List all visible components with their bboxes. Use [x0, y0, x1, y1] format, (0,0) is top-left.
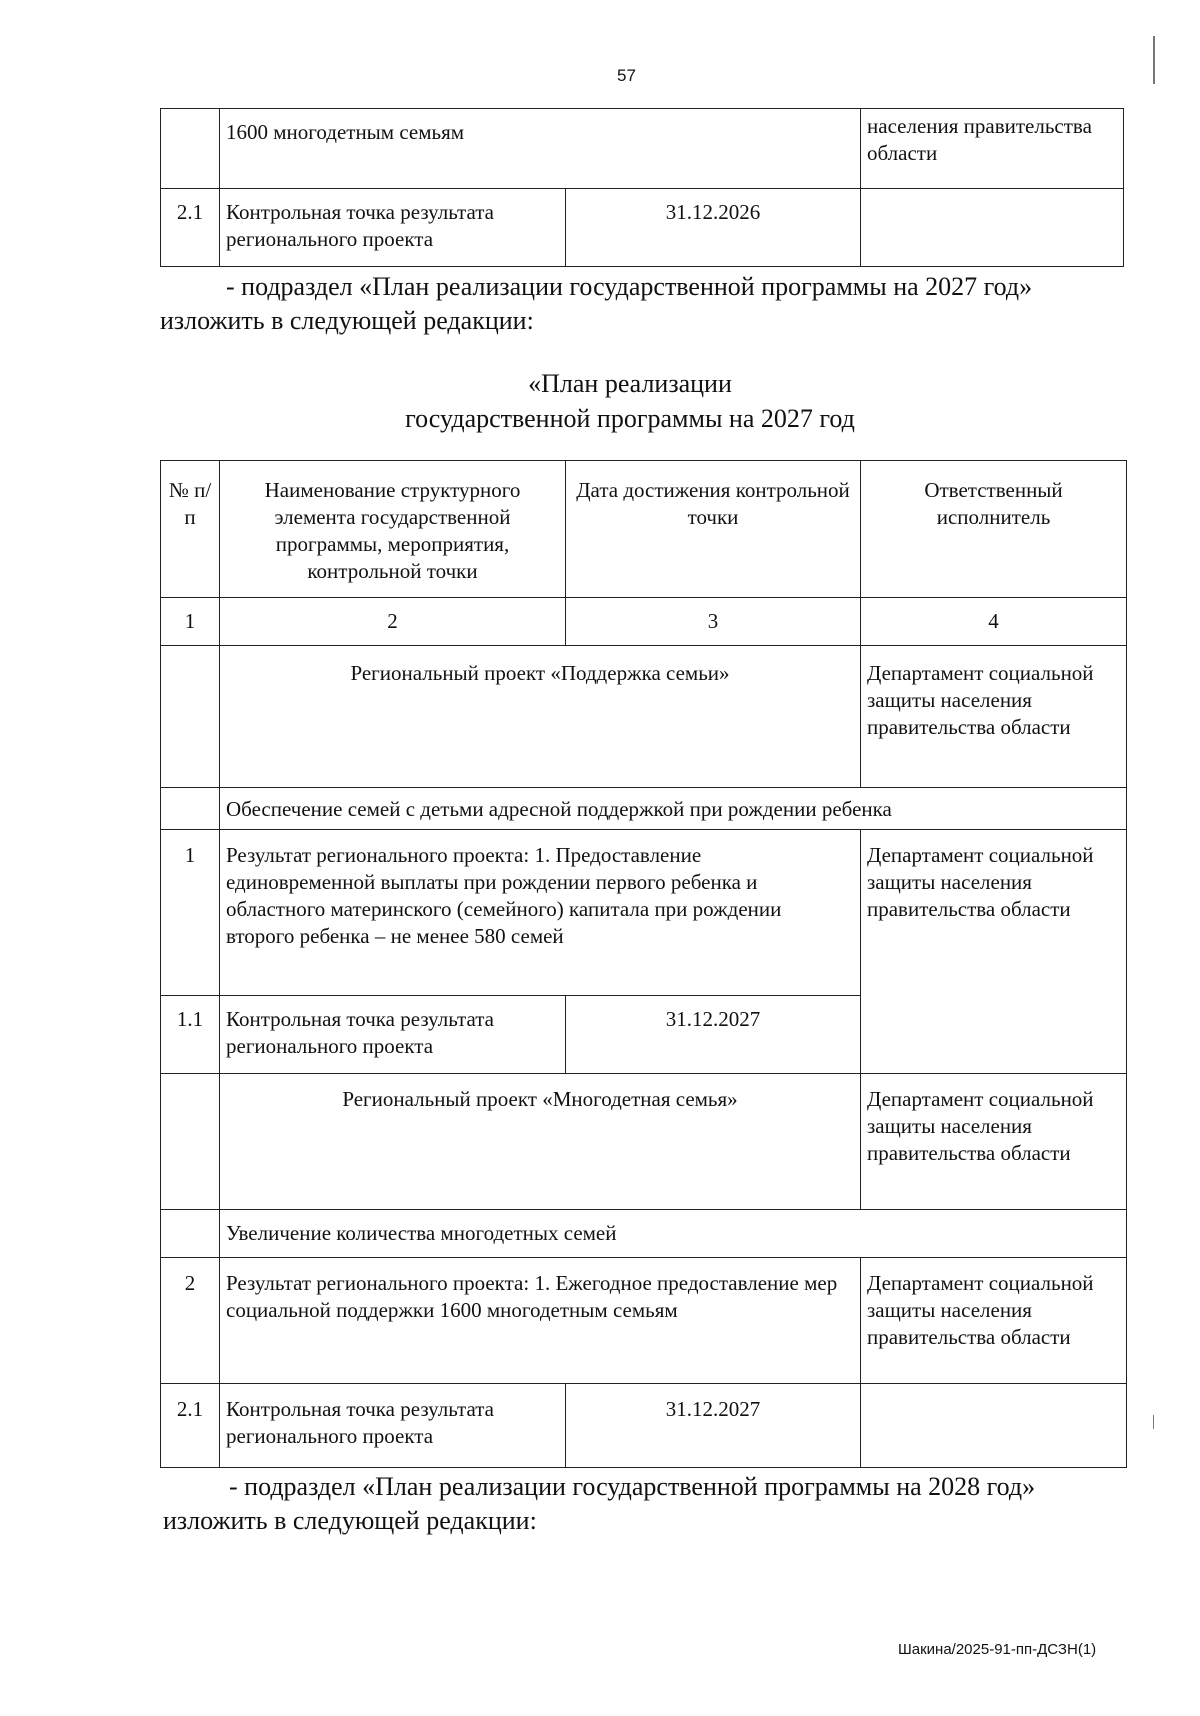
task-row [161, 788, 1127, 830]
header-number: № п/п [161, 461, 220, 598]
column-number: 2 [220, 598, 566, 646]
control-point-name: Контрольная точка результата регионального проекта [220, 1384, 566, 1468]
control-point-date: 31.12.2027 [566, 996, 861, 1074]
paragraph-line: изложить в следующей редакции: [163, 1506, 537, 1535]
plan-title [340, 366, 920, 436]
control-point-row [161, 1384, 1127, 1468]
responsible-executor: Департамент социальной защиты населения правительства области [861, 830, 1127, 1074]
page-number: 57 [617, 66, 636, 85]
paragraph-line: - подраздел «План реализации государственной программы на 2027 год» [226, 272, 1033, 301]
column-number-row [161, 598, 1127, 646]
project-row [161, 1074, 1127, 1210]
task-name: Обеспечение семей с детьми адресной поддержкой при рождении ребенка [220, 788, 1127, 830]
row-number [161, 788, 220, 830]
element-name: 1600 многодетным семьям [220, 109, 861, 189]
paragraph-line: изложить в следующей редакции: [160, 306, 534, 335]
responsible-executor [861, 189, 1124, 267]
plan-title-line: «План реализации [528, 369, 732, 398]
row-number: 2 [161, 1258, 220, 1384]
table-row [161, 109, 1124, 189]
paragraph-line: - подраздел «План реализации государственной программы на 2028 год» [229, 1472, 1036, 1501]
column-number: 3 [566, 598, 861, 646]
responsible-executor: населения правительства области [861, 109, 1124, 189]
amendment-paragraph [160, 270, 1032, 338]
row-number [161, 646, 220, 788]
header-element-name: Наименование структурного элемента государственной программы, мероприятия, контрольной точки [220, 461, 566, 598]
project-row [161, 646, 1127, 788]
column-number: 1 [161, 598, 220, 646]
control-point-date: 31.12.2027 [566, 1384, 861, 1468]
task-name: Увеличение количества многодетных семей [220, 1210, 1127, 1258]
control-point-name: Контрольная точка результата регионального проекта [220, 996, 566, 1074]
amendment-paragraph [163, 1470, 1035, 1538]
table-row [161, 189, 1124, 267]
responsible-executor: Департамент социальной защиты населения правительства области [861, 1258, 1127, 1384]
result-description: Результат регионального проекта: 1. Предоставление единовременной выплаты при рождении первого ребенка и областного материнского (семейного) капитала при рождении второго ребенка – не менее 580 семей [220, 830, 861, 996]
document-footer-code: Шакина/2025-91-пп-ДСЗН(1) [898, 1641, 1097, 1658]
continued-table [160, 108, 1124, 267]
row-number: 2.1 [161, 1384, 220, 1468]
responsible-executor: Департамент социальной защиты населения правительства области [861, 646, 1127, 788]
scan-edge-mark [1153, 1415, 1154, 1429]
result-row [161, 1258, 1127, 1384]
result-row [161, 830, 1127, 996]
row-number: 2.1 [161, 189, 220, 267]
control-point-date: 31.12.2026 [566, 189, 861, 267]
header-date: Дата достижения контрольной точки [566, 461, 861, 598]
row-number [161, 109, 220, 189]
control-point-name: Контрольная точка результата регионального проекта [220, 189, 566, 267]
plan-table [160, 460, 1127, 1468]
header-row [161, 461, 1127, 598]
plan-title-line: государственной программы на 2027 год [405, 404, 855, 433]
responsible-executor: Департамент социальной защиты населения правительства области [861, 1074, 1127, 1210]
project-title: Региональный проект «Многодетная семья» [220, 1074, 861, 1210]
project-title: Региональный проект «Поддержка семьи» [220, 646, 861, 788]
task-row [161, 1210, 1127, 1258]
row-number: 1 [161, 830, 220, 996]
result-description: Результат регионального проекта: 1. Ежегодное предоставление мер социальной поддержки 1600 многодетным семьям [220, 1258, 861, 1384]
column-number: 4 [861, 598, 1127, 646]
row-number [161, 1210, 220, 1258]
responsible-executor [861, 1384, 1127, 1468]
row-number: 1.1 [161, 996, 220, 1074]
row-number [161, 1074, 220, 1210]
header-responsible: Ответственный исполнитель [861, 461, 1127, 598]
